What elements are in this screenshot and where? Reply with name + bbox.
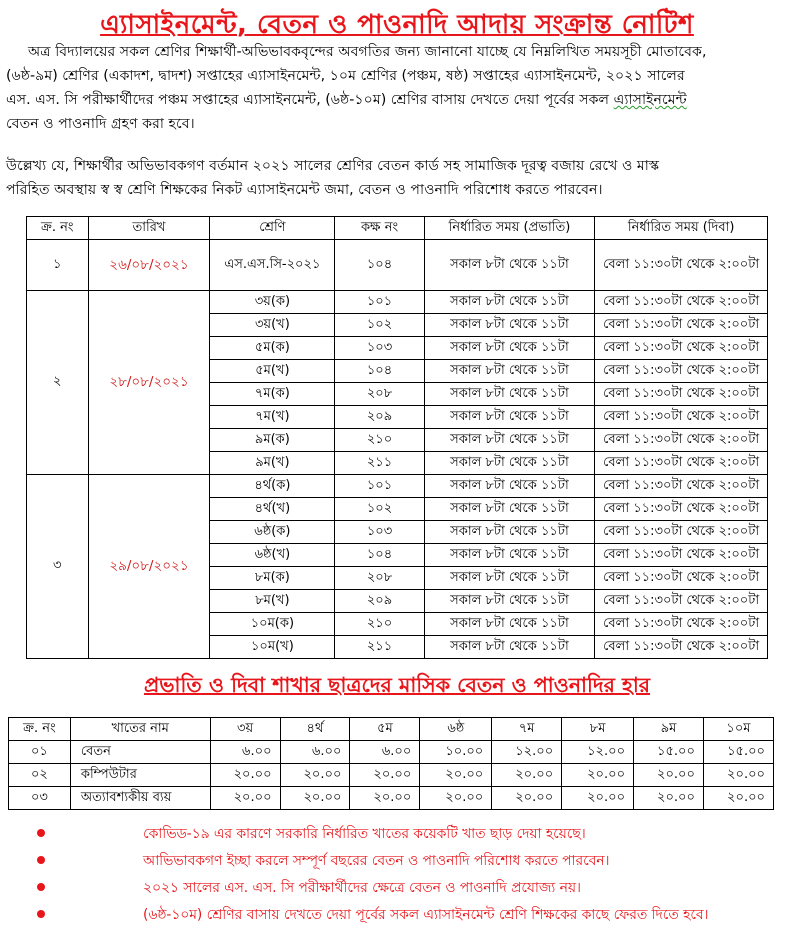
schedule-room: ১০২ (335, 498, 424, 521)
schedule-room: ২১০ (335, 429, 424, 452)
schedule-class: ৯ম(খ) (210, 452, 335, 475)
schedule-class: ৭ম(ক) (210, 383, 335, 406)
fees-header-cell: ৫ম (350, 718, 420, 741)
note-text: (৬ষ্ঠ-১০ম) শ্রেণির বাসায় দেখতে দেয়া পূর্বের সকল এ্যাসাইনমেন্ট শ্রেণি শিক্ষকের কাছে ফেরত দিতে হবে। (143, 907, 709, 923)
note-text: আভিভাবকগণ ইচ্ছা করলে সম্পূর্ণ বছরের বেতন ও পাওনাদি পরিশোধ করতে পারবেন। (143, 853, 610, 869)
fees-amount: ২০.০০ (210, 787, 280, 810)
note-line-1: উল্লেখ্য যে, শিক্ষার্থীর অভিভাবকগণ বর্তমান ২০২১ সালের শ্রেণির বেতন কার্ড সহ সামাজিক দূরত্ব বজায় রেখে ও মাস্ক (6, 158, 660, 174)
schedule-class: ৮ম(খ) (210, 590, 335, 613)
schedule-room: ২১১ (335, 636, 424, 659)
fees-table (8, 717, 774, 810)
fees-amount: ১০.০০ (420, 741, 492, 764)
schedule-date: ২৬/০৮/২০২১ (88, 240, 210, 291)
schedule-class: ৭ম(খ) (210, 406, 335, 429)
schedule-morning-time: সকাল ৮টা থেকে ১১টা (424, 291, 595, 314)
fees-amount: ১৫.০০ (634, 741, 704, 764)
fees-amount: ১২.০০ (562, 741, 634, 764)
note-text: কোভিড-১৯ এর কারণে সরকারি নির্ধারিত খাতের কয়েকটি খাত ছাড় দেয়া হয়েছে। (143, 826, 586, 842)
schedule-date: ২৯/০৮/২০২১ (88, 475, 210, 659)
fees-header-cell: ৩য় (210, 718, 280, 741)
schedule-day-time: বেলা ১১:৩০টা থেকে ২:০০টা (595, 240, 768, 291)
schedule-morning-time: সকাল ৮টা থেকে ১১টা (424, 406, 595, 429)
note-item (0, 849, 794, 875)
fees-row (9, 764, 774, 787)
schedule-class: ৩য়(ক) (210, 291, 335, 314)
schedule-morning-time: সকাল ৮টা থেকে ১১টা (424, 337, 595, 360)
schedule-morning-time: সকাল ৮টা থেকে ১১টা (424, 590, 595, 613)
schedule-day-time: বেলা ১১:৩০টা থেকে ২:০০টা (595, 567, 768, 590)
note-item (0, 822, 794, 848)
schedule-class: ৯ম(ক) (210, 429, 335, 452)
schedule-class: ৫ম(খ) (210, 360, 335, 383)
note-line-2: পরিহিত অবস্থায় স্ব স্ব শ্রেণি শিক্ষকের নিকট এ্যাসাইনমেন্ট জমা, বেতন ও পাওনাদি পরিশোধ করতে পারবেন। (6, 182, 603, 198)
note-item (0, 876, 794, 902)
schedule-morning-time: সকাল ৮টা থেকে ১১টা (424, 314, 595, 337)
schedule-morning-time: সকাল ৮টা থেকে ১১টা (424, 544, 595, 567)
schedule-day-time: বেলা ১১:৩০টা থেকে ২:০০টা (595, 429, 768, 452)
note-item (0, 903, 794, 929)
schedule-room: ১০৪ (335, 360, 424, 383)
bullet-icon (37, 883, 45, 891)
schedule-morning-time: সকাল ৮টা থেকে ১১টা (424, 240, 595, 291)
fees-amount: ২০.০০ (280, 787, 350, 810)
fees-header-cell: ১০ম (703, 718, 773, 741)
schedule-day-time: বেলা ১১:৩০টা থেকে ২:০০টা (595, 452, 768, 475)
schedule-morning-time: সকাল ৮টা থেকে ১১টা (424, 521, 595, 544)
schedule-morning-time: সকাল ৮টা থেকে ১১টা (424, 567, 595, 590)
schedule-serial: ১ (27, 240, 89, 291)
schedule-header-date: তারিখ (88, 217, 210, 240)
fees-header-cell: ৬ষ্ঠ (420, 718, 492, 741)
schedule-room: ১০১ (335, 291, 424, 314)
fees-item-name: অত্যাবশ্যকীয় ব্যয় (70, 787, 210, 810)
fees-header-cell: ৯ম (634, 718, 704, 741)
fees-serial: ০২ (9, 764, 71, 787)
bullet-icon (37, 856, 45, 864)
schedule-day-time: বেলা ১১:৩০টা থেকে ২:০০টা (595, 590, 768, 613)
fees-amount: ২০.০০ (350, 764, 420, 787)
schedule-room: ২০৯ (335, 590, 424, 613)
schedule-room: ১০৪ (335, 240, 424, 291)
schedule-morning-time: সকাল ৮টা থেকে ১১টা (424, 429, 595, 452)
schedule-day-time: বেলা ১১:৩০টা থেকে ২:০০টা (595, 498, 768, 521)
schedule-class: ৬ষ্ঠ(খ) (210, 544, 335, 567)
schedule-serial: ২ (27, 291, 89, 475)
schedule-header-day: নির্ধারিত সময় (দিবা) (595, 217, 768, 240)
schedule-room: ১০২ (335, 314, 424, 337)
fees-amount: ১২.০০ (492, 741, 562, 764)
schedule-room: ২০৮ (335, 567, 424, 590)
schedule-header-class: শ্রেণি (210, 217, 335, 240)
fees-amount: ২০.০০ (420, 787, 492, 810)
schedule-day-time: বেলা ১১:৩০টা থেকে ২:০০টা (595, 337, 768, 360)
schedule-morning-time: সকাল ৮টা থেকে ১১টা (424, 498, 595, 521)
fees-header-cell: খাতের নাম (70, 718, 210, 741)
schedule-day-time: বেলা ১১:৩০টা থেকে ২:০০টা (595, 613, 768, 636)
schedule-row (27, 240, 768, 291)
schedule-header-row (27, 217, 768, 240)
schedule-morning-time: সকাল ৮টা থেকে ১১টা (424, 383, 595, 406)
schedule-day-time: বেলা ১১:৩০টা থেকে ২:০০টা (595, 636, 768, 659)
fees-header-cell: ক্র. নং (9, 718, 71, 741)
schedule-serial: ৩ (27, 475, 89, 659)
schedule-room: ২১০ (335, 613, 424, 636)
fees-amount: ২০.০০ (562, 764, 634, 787)
schedule-morning-time: সকাল ৮টা থেকে ১১টা (424, 452, 595, 475)
fees-amount: ২০.০০ (210, 764, 280, 787)
schedule-class: ৬ষ্ঠ(ক) (210, 521, 335, 544)
fees-amount: ২০.০০ (492, 764, 562, 787)
schedule-class: ৪র্থ(খ) (210, 498, 335, 521)
schedule-morning-time: সকাল ৮টা থেকে ১১টা (424, 360, 595, 383)
schedule-header-morning: নির্ধারিত সময় (প্রভাতি) (424, 217, 595, 240)
schedule-row (27, 475, 768, 498)
intro-line-4: বেতন ও পাওনাদি গ্রহণ করা হবে। (6, 116, 195, 132)
schedule-room: ১০৪ (335, 544, 424, 567)
schedule-day-time: বেলা ১১:৩০টা থেকে ২:০০টা (595, 406, 768, 429)
fees-amount: ২০.০০ (562, 787, 634, 810)
schedule-day-time: বেলা ১১:৩০টা থেকে ২:০০টা (595, 314, 768, 337)
fees-amount: ২০.০০ (703, 787, 773, 810)
bullet-icon (37, 829, 45, 837)
fees-serial: ০৩ (9, 787, 71, 810)
schedule-morning-time: সকাল ৮টা থেকে ১১টা (424, 613, 595, 636)
fees-amount: ২০.০০ (350, 787, 420, 810)
fees-amount: ৬.০০ (210, 741, 280, 764)
bullet-icon (37, 910, 45, 918)
schedule-day-time: বেলা ১১:৩০টা থেকে ২:০০টা (595, 475, 768, 498)
schedule-day-time: বেলা ১১:৩০টা থেকে ২:০০টা (595, 360, 768, 383)
schedule-class: ৮ম(ক) (210, 567, 335, 590)
schedule-class: ১০ম(খ) (210, 636, 335, 659)
schedule-day-time: বেলা ১১:৩০টা থেকে ২:০০টা (595, 544, 768, 567)
schedule-header-serial: ক্র. নং (27, 217, 89, 240)
intro-line-1: অত্র বিদ্যালয়ের সকল শ্রেণির শিক্ষার্থী-অভিভাবকবৃন্দের অবগতির জন্য জানানো যাচ্ছে যে নিম্নলিখিত সময়সূচী মোতাবেক, (28, 44, 707, 60)
schedule-morning-time: সকাল ৮টা থেকে ১১টা (424, 475, 595, 498)
fees-amount: ২০.০০ (492, 787, 562, 810)
fees-amount: ২০.০০ (703, 764, 773, 787)
fees-header-cell: ৮ম (562, 718, 634, 741)
schedule-morning-time: সকাল ৮টা থেকে ১১টা (424, 636, 595, 659)
fees-serial: ০১ (9, 741, 71, 764)
schedule-header-room: কক্ষ নং (335, 217, 424, 240)
fees-amount: ২০.০০ (420, 764, 492, 787)
fees-row (9, 787, 774, 810)
schedule-table (26, 216, 768, 659)
schedule-class: ৫ম(ক) (210, 337, 335, 360)
schedule-room: ১০৩ (335, 337, 424, 360)
intro-line-3-assignment: এ্যাসাইনমেন্ট (613, 92, 687, 108)
fees-header-row (9, 718, 774, 741)
intro-line-3: এস. এস. সি পরীক্ষার্থীদের পঞ্চম সপ্তাহের এ্যাসাইনমেন্ট, (৬ষ্ঠ-১০ম) শ্রেণির বাসায় দেখতে দেয়া পূর্বের সকল (6, 92, 610, 108)
fees-body (9, 741, 774, 810)
fees-item-name: কম্পিউটার (70, 764, 210, 787)
note-paragraph (6, 154, 790, 202)
schedule-row (27, 291, 768, 314)
schedule-day-time: বেলা ১১:৩০টা থেকে ২:০০টা (595, 521, 768, 544)
fees-amount: ২০.০০ (634, 787, 704, 810)
schedule-class: ৩য়(খ) (210, 314, 335, 337)
schedule-room: ২০৯ (335, 406, 424, 429)
fees-amount: ৬.০০ (350, 741, 420, 764)
fees-title: প্রভাতি ও দিবা শাখার ছাত্রদের মাসিক বেতন ও পাওনাদির হার (143, 673, 651, 697)
intro-line-2: (৬ষ্ঠ-৯ম) শ্রেণির (একাদশ, দ্বাদশ) সপ্তাহের এ্যাসাইনমেন্ট, ১০ম শ্রেণির (পঞ্চম, ষষ্ঠ) সপ্তাহের এ্যাসাইনমেন্ট, ২০২১ সালের (6, 68, 685, 84)
note-text: ২০২১ সালের এস. এস. সি পরীক্ষার্থীদের ক্ষেত্রে বেতন ও পাওনাদি প্রযোজ্য নয়। (143, 880, 581, 896)
fees-amount: ২০.০০ (280, 764, 350, 787)
schedule-class: এস.এস.সি-২০২১ (210, 240, 335, 291)
schedule-body (27, 240, 768, 659)
schedule-day-time: বেলা ১১:৩০টা থেকে ২:০০টা (595, 383, 768, 406)
fees-amount: ২০.০০ (634, 764, 704, 787)
schedule-date: ২৮/০৮/২০২১ (88, 291, 210, 475)
schedule-room: ১০৩ (335, 521, 424, 544)
schedule-day-time: বেলা ১১:৩০টা থেকে ২:০০টা (595, 291, 768, 314)
schedule-class: ১০ম(ক) (210, 613, 335, 636)
fees-amount: ৬.০০ (280, 741, 350, 764)
schedule-room: ১০১ (335, 475, 424, 498)
schedule-class: ৪র্থ(ক) (210, 475, 335, 498)
schedule-room: ২১১ (335, 452, 424, 475)
fees-amount: ১৫.০০ (703, 741, 773, 764)
fees-row (9, 741, 774, 764)
fees-item-name: বেতন (70, 741, 210, 764)
intro-paragraph (6, 40, 790, 136)
notice-title: এ্যাসাইনমেন্ট, বেতন ও পাওনাদি আদায় সংক্রান্ত নোটিশ (100, 10, 694, 40)
schedule-room: ২০৮ (335, 383, 424, 406)
fees-header-cell: ৭ম (492, 718, 562, 741)
fees-header-cell: ৪র্থ (280, 718, 350, 741)
